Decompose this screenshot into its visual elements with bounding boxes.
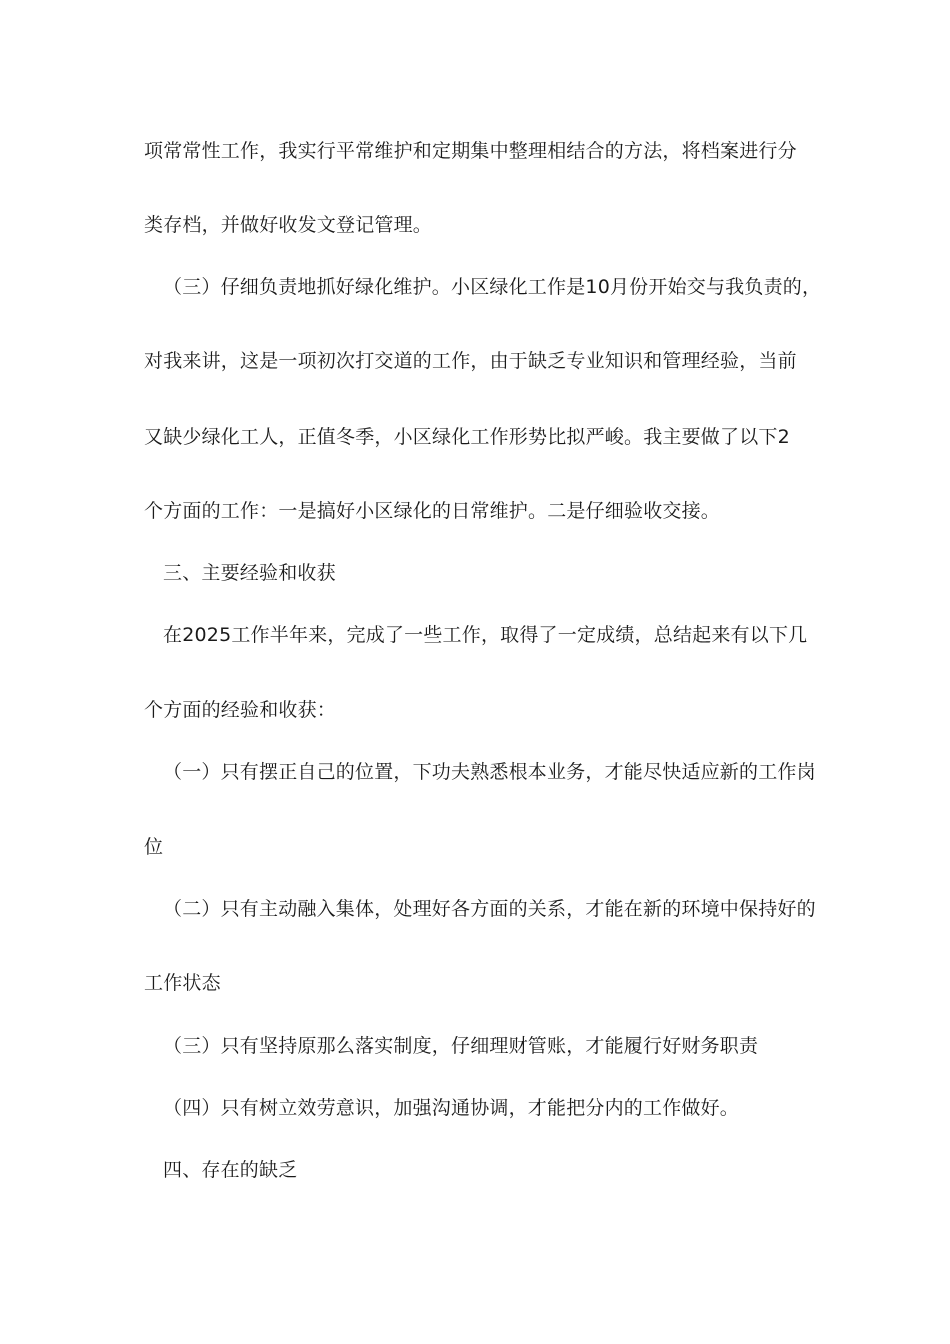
paragraph-line: 又缺少绿化工人，正值冬季，小区绿化工作形势比拟严峻。我主要做了以下2 bbox=[144, 426, 790, 448]
paragraph-line: （三）只有坚持原那么落实制度，仔细理财管账，才能履行好财务职责 bbox=[163, 1035, 759, 1057]
paragraph-line: 类存档，并做好收发文登记管理。 bbox=[144, 214, 433, 236]
section-heading: 四、存在的缺乏 bbox=[163, 1159, 298, 1181]
paragraph-line: 个方面的工作：一是搞好小区绿化的日常维护。二是仔细验收交接。 bbox=[144, 500, 721, 522]
paragraph-line: 位 bbox=[144, 836, 164, 858]
paragraph-line: （二）只有主动融入集体，处理好各方面的关系，才能在新的环境中保持好的 bbox=[163, 898, 816, 920]
paragraph-line: 项常常性工作，我实行平常维护和定期集中整理相结合的方法，将档案进行分 bbox=[144, 140, 797, 162]
paragraph-line: （四）只有树立效劳意识，加强沟通协调，才能把分内的工作做好。 bbox=[163, 1097, 740, 1119]
section-heading: 三、主要经验和收获 bbox=[163, 562, 336, 584]
paragraph-line: 对我来讲，这是一项初次打交道的工作，由于缺乏专业知识和管理经验，当前 bbox=[144, 350, 797, 372]
paragraph-line: （一）只有摆正自己的位置，下功夫熟悉根本业务，才能尽快适应新的工作岗 bbox=[163, 761, 816, 783]
paragraph-line: 个方面的经验和收获： bbox=[144, 699, 337, 721]
paragraph-line: 工作状态 bbox=[144, 972, 221, 994]
paragraph-line: 在2025工作半年来，完成了一些工作，取得了一定成绩，总结起来有以下几 bbox=[163, 624, 808, 646]
paragraph-line: （三）仔细负责地抓好绿化维护。小区绿化工作是10月份开始交与我负责的， bbox=[163, 276, 822, 298]
